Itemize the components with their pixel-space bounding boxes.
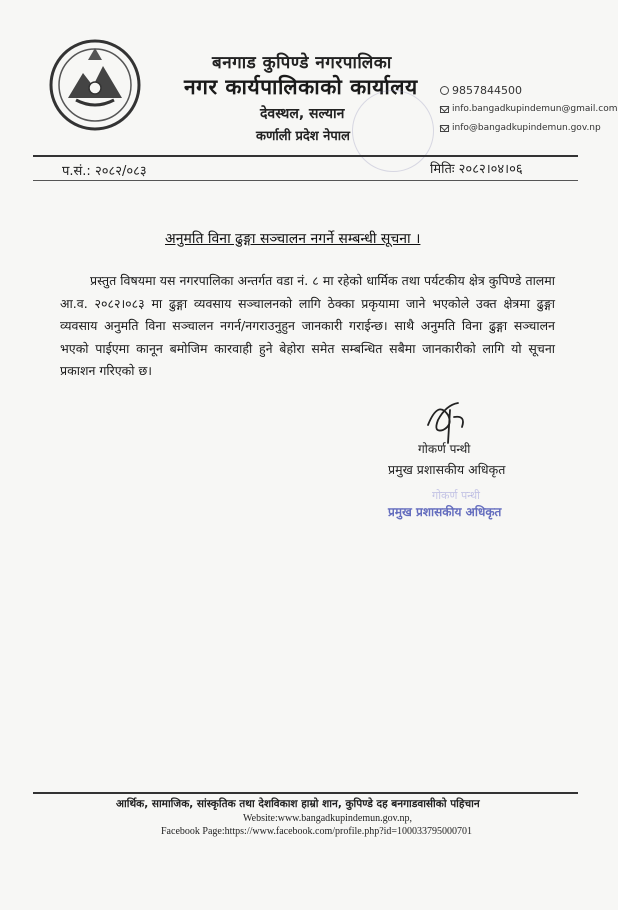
letter-date: मितिः २०८२।०४।०६ — [430, 162, 523, 177]
email-1: info.bangadkupindemun@gmail.com — [452, 104, 618, 114]
reference-rule — [33, 180, 578, 181]
header-rule — [33, 155, 578, 157]
office-name: नगर कार्यपालिकाको कार्यालय — [184, 75, 418, 99]
email-contact-1 — [440, 104, 618, 114]
faint-stamp — [352, 90, 434, 172]
mail-icon — [440, 125, 449, 132]
reference-number: प.सं.: २०८२/०८३ — [62, 164, 147, 179]
footer-motto: आर्थिक, सामाजिक, सांस्कृतिक तथा देशविकाश हाम्रो शान, कुपिण्डे दह बनगाडवासीको पहिचान — [116, 798, 480, 810]
notice-body: प्रस्तुत विषयमा यस नगरपालिका अन्तर्गत वडा नं. ८ मा रहेको धार्मिक तथा पर्यटकीय क्षेत्र कुपिण्डे तालमा आ.व. २०८२।०८३ मा ढुङ्गा व्यवसाय सञ्चालनको लागि ठेक्का प्रकृयामा जाने भएकोले उक्त क्षेत्रमा ढुङ्गा व्यवसाय अनुमति विना सञ्चालन नगर्न/नगराउनुहुन जानकारी गराईन्छ। साथै अनुमति विना ढुङ्गा सञ्चालन भएको पाईएमा कानून बमोजिम कारवाही हुने बेहोरा समेत सम्बन्धित सबैमा जानकारीको लागि यो सूचना प्रकाशन गरिएको छ। — [60, 273, 555, 378]
footer-facebook: Facebook Page:https://www.facebook.com/profile.php?id=100033795000701 — [161, 826, 473, 837]
phone-icon — [440, 86, 449, 95]
footer-website: Website:www.bangadkupindemun.gov.np, — [243, 813, 412, 824]
email-contact-2 — [440, 123, 601, 133]
office-location: देवस्थल, सल्यान — [260, 106, 345, 122]
stamp-title: प्रमुख प्रशासकीय अधिकृत — [388, 505, 502, 519]
province-country: कर्णाली प्रदेश नेपाल — [256, 129, 350, 144]
emblem-icon — [48, 38, 142, 132]
municipality-name: बनगाड कुपिण्डे नगरपालिका — [212, 53, 392, 73]
email-2: info@bangadkupindemun.gov.np — [452, 123, 601, 133]
signatory-title: प्रमुख प्रशासकीय अधिकृत — [388, 462, 506, 477]
notice-subject: अनुमति विना ढुङ्गा सञ्चालन नगर्ने सम्बन्धी सूचना । — [165, 231, 421, 247]
footer-rule — [33, 792, 578, 794]
stamp-name: गोकर्ण पन्थी — [432, 489, 481, 502]
phone-number: 9857844500 — [452, 84, 522, 97]
phone-contact — [440, 84, 522, 97]
signature-mark — [418, 395, 478, 445]
signatory-name: गोकर्ण पन्थी — [418, 442, 471, 456]
mail-icon — [440, 106, 449, 113]
